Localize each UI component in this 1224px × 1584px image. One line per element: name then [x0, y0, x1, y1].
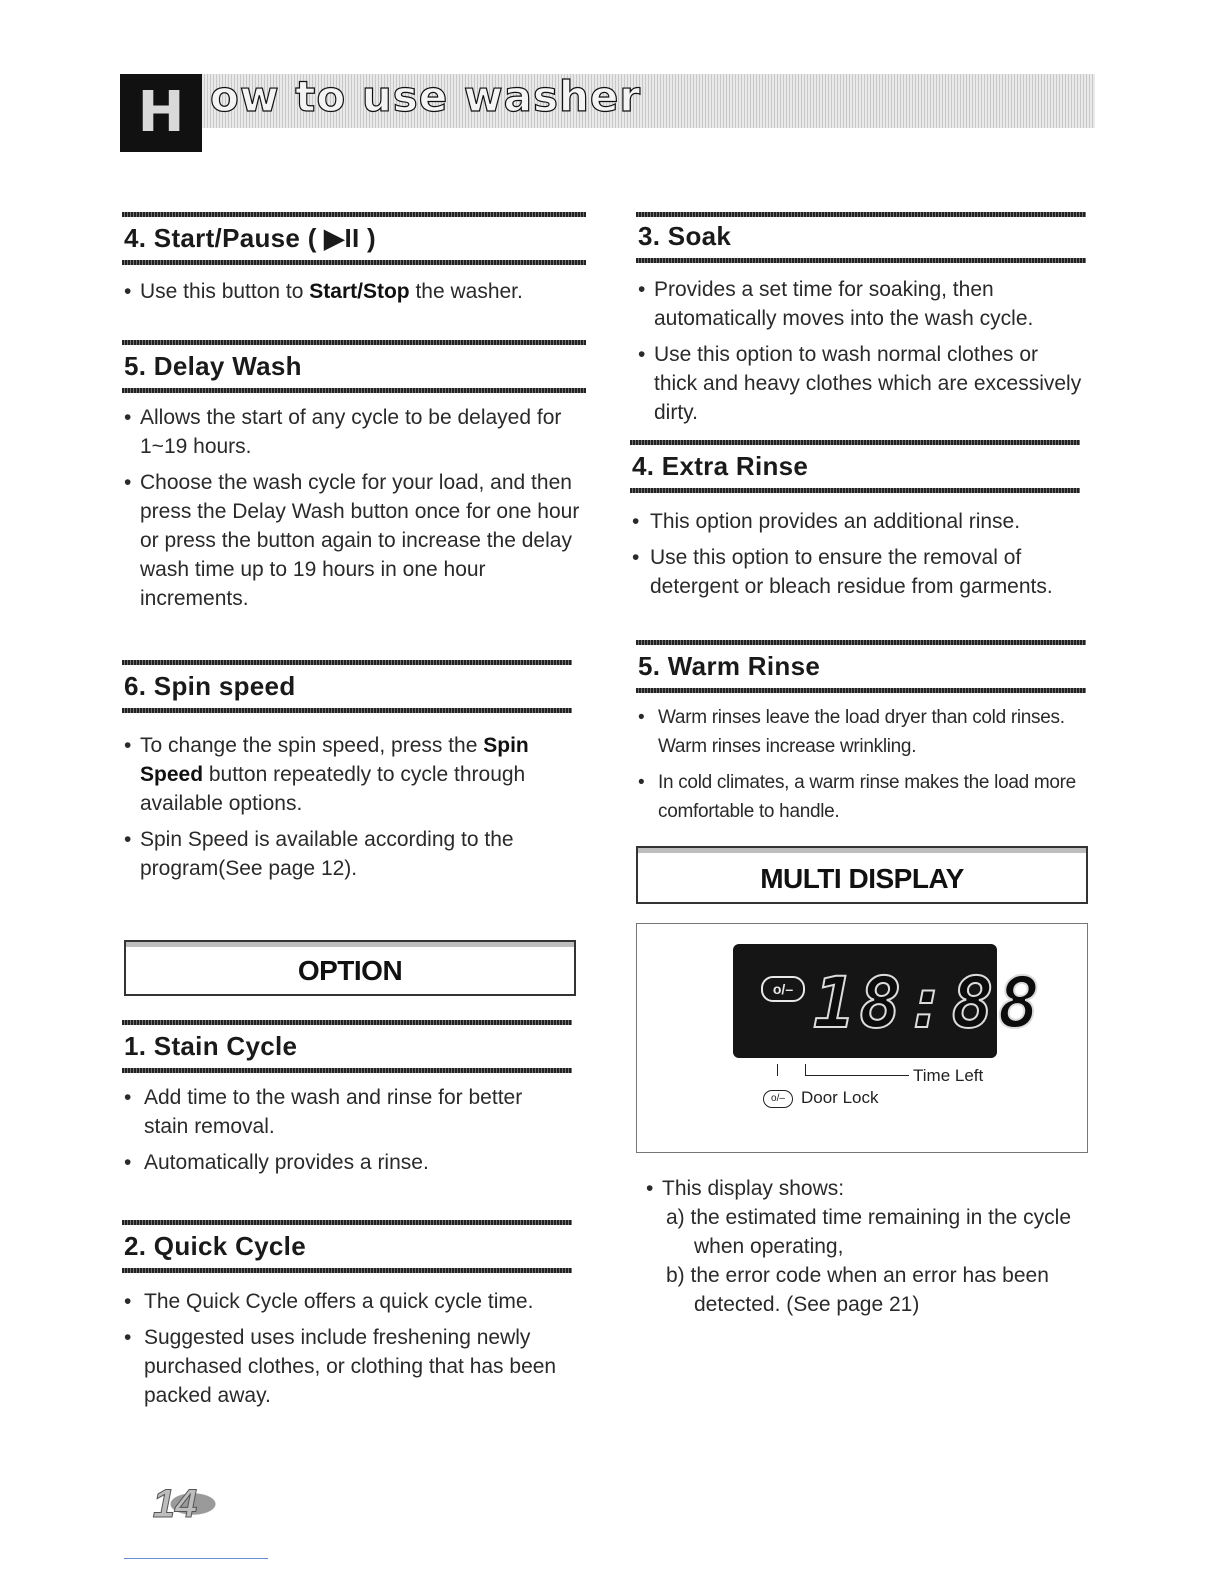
section-title: 5. Warm Rinse	[638, 651, 821, 681]
time-left-label: Time Left	[913, 1066, 984, 1085]
section-title: 2. Quick Cycle	[124, 1231, 306, 1261]
section-delay-wash	[122, 340, 586, 620]
page-number: 14	[130, 1474, 220, 1534]
sub-item: a) the estimated time remaining in the cycle when operating,	[666, 1206, 1072, 1258]
bullet: • In cold climates, a warm rinse makes the load more comfortable to handle.	[636, 768, 1086, 826]
section-start-pause	[122, 212, 586, 313]
pointer-line	[805, 1075, 909, 1076]
bullet: • The Quick Cycle offers a quick cycle time.	[122, 1287, 572, 1316]
bullet: • This option provides an additional rinse.	[630, 507, 1080, 536]
bullet: • This display shows:	[644, 1174, 1084, 1203]
banner-title: ow to use washer	[210, 72, 642, 121]
door-lock-icon: o/–	[761, 976, 805, 1002]
section-extra-rinse	[630, 440, 1080, 608]
page-banner	[120, 74, 1095, 152]
bullet: • Provides a set time for soaking, then automatically moves into the wash cycle.	[636, 275, 1086, 333]
multi-display-heading: MULTI DISPLAY	[636, 846, 1088, 904]
bullet: • To change the spin speed, press the Spin Speed button repeatedly to cycle through available options.	[122, 731, 572, 818]
multi-display-description	[644, 1174, 1084, 1319]
banner-initial: H	[120, 74, 202, 152]
bullet: • Use this option to wash normal clothes or thick and heavy clothes which are excessively dirty.	[636, 340, 1086, 427]
section-title: 3. Soak	[638, 221, 732, 251]
section-stain-cycle	[122, 1020, 572, 1184]
door-lock-label: Door Lock	[801, 1088, 879, 1107]
bullet: • Use this button to Start/Stop the washer.	[122, 277, 586, 306]
section-spin-speed	[122, 660, 572, 890]
section-soak	[636, 212, 1086, 434]
door-lock-icon: o/–	[763, 1090, 793, 1108]
bullet: • Warm rinses leave the load dryer than cold rinses. Warm rinses increase wrinkling.	[636, 703, 1086, 761]
section-title: 5. Delay Wash	[124, 351, 302, 381]
pointer-line	[777, 1064, 778, 1076]
footer-line	[124, 1558, 268, 1559]
time-digits: 18:88	[813, 962, 1044, 1044]
bullet: • Allows the start of any cycle to be delayed for 1~19 hours.	[122, 403, 586, 461]
display-illustration	[636, 923, 1088, 1153]
bullet: • Automatically provides a rinse.	[122, 1148, 572, 1177]
section-title: 4. Start/Pause ( ▶II )	[124, 223, 377, 253]
section-title: 1. Stain Cycle	[124, 1031, 298, 1061]
lcd-panel	[733, 944, 1044, 1058]
section-warm-rinse	[636, 640, 1086, 833]
sub-item: b) the error code when an error has been detected. (See page 21)	[666, 1264, 1049, 1316]
bullet: • Add time to the wash and rinse for better stain removal.	[122, 1083, 572, 1141]
section-title: 6. Spin speed	[124, 671, 296, 701]
bullet: • Use this option to ensure the removal of detergent or bleach residue from garments.	[630, 543, 1080, 601]
section-quick-cycle	[122, 1220, 572, 1417]
section-title: 4. Extra Rinse	[632, 451, 809, 481]
option-heading: OPTION	[124, 940, 576, 996]
bullet: • Spin Speed is available according to the program(See page 12).	[122, 825, 572, 883]
bullet: • Suggested uses include freshening newly purchased clothes, or clothing that has been packed away.	[122, 1323, 572, 1410]
bullet: • Choose the wash cycle for your load, and then press the Delay Wash button once for one hour or press the button again to increase the delay wash time up to 19 hours in one hour increments.	[122, 468, 586, 613]
